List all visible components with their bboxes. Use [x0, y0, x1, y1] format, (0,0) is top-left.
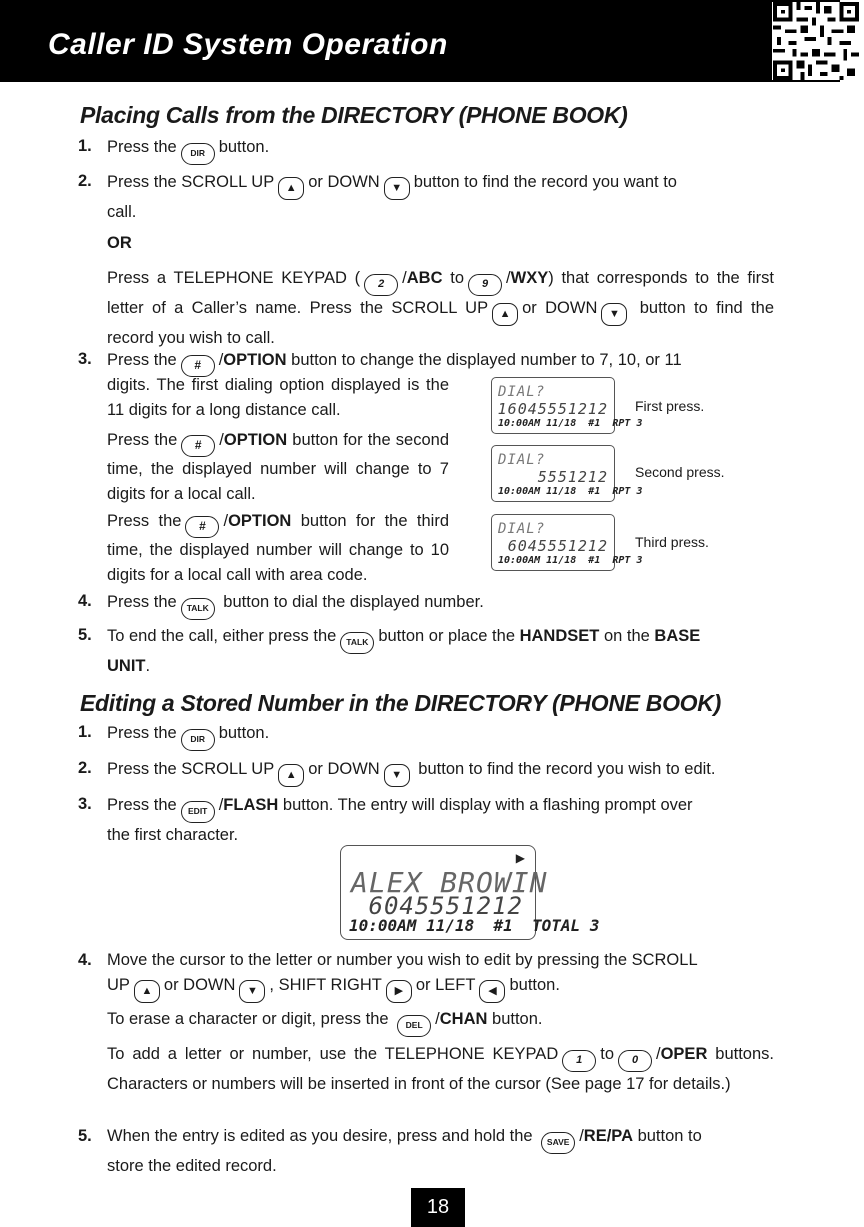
step-text-cont: digits. The first dialing option displayed is the 11 digits for a long distance call. [107, 376, 449, 419]
scroll-up-button[interactable] [492, 303, 518, 326]
edit-button[interactable]: EDIT [181, 801, 215, 823]
or-label: OR [107, 234, 132, 252]
shift-right-button[interactable] [386, 980, 412, 1003]
save-button[interactable]: SAVE [541, 1132, 575, 1154]
qr-code-icon [772, 2, 860, 80]
scroll-down-button[interactable] [239, 980, 265, 1003]
step-text: Press the SCROLL UP ▲ or DOWN ▼ button to find the record you wish to edit. [107, 757, 715, 787]
hash-button[interactable]: # [185, 516, 219, 538]
step-text: Move the cursor to the letter or number you wish to edit by pressing the SCROLL UP ▲ or DOWN ▼ , SHIFT RIGHT ▶ or LEFT ◀ button. [107, 948, 774, 1003]
scroll-up-button[interactable] [278, 764, 304, 787]
step-number: 5. [78, 626, 92, 644]
scroll-down-button[interactable] [384, 177, 410, 200]
step-text: Press the TALK button to dial the displayed number. [107, 590, 484, 620]
talk-button[interactable]: TALK [340, 632, 374, 654]
triangle-up-icon: ▲ [141, 985, 153, 997]
hash-button[interactable]: # [181, 435, 215, 457]
step-text: To end the call, either press the TALK button or place the HANDSET on the BASE UNIT. [107, 627, 701, 675]
triangle-left-icon: ◀ [488, 985, 497, 997]
step-number: 1. [78, 137, 92, 155]
page-title: Caller ID System Operation [48, 28, 448, 61]
scroll-up-button[interactable] [278, 177, 304, 200]
triangle-up-icon: ▲ [285, 769, 297, 781]
keypad-1-button[interactable]: 1 [562, 1050, 596, 1072]
scroll-up-button[interactable] [134, 980, 160, 1003]
step-number: 1. [78, 723, 92, 741]
triangle-up-icon: ▲ [285, 182, 297, 194]
step-number: 3. [78, 795, 92, 813]
scroll-down-button[interactable] [384, 764, 410, 787]
lcd-display-first: DIAL? 16045551212 10:00AM 11/18 #1 RPT 3 [491, 377, 615, 434]
step-text: Press the DIR button. [107, 721, 269, 751]
section-title-editing: Editing a Stored Number in the DIRECTORY (PHONE BOOK) [80, 690, 721, 716]
page-header [0, 0, 864, 82]
or-paragraph: Press a TELEPHONE KEYPAD ( 2 /ABC to 9 /WXY) that corresponds to the first letter of a Caller’s name. Press the SCROLL UP ▲ or DOWN ▼ button to find the record you wish to call. [107, 269, 774, 347]
lcd-display-second: DIAL? 5551212 10:00AM 11/18 #1 RPT 3 [491, 445, 615, 502]
dir-button[interactable]: DIR [181, 729, 215, 751]
triangle-up-icon: ▲ [499, 307, 511, 320]
step-number: 2. [78, 172, 92, 190]
step-text: Press the # /OPTION button to change the displayed number to 7, 10, or 11 [107, 348, 774, 377]
triangle-down-icon: ▼ [391, 182, 403, 194]
step-number: 5. [78, 1127, 92, 1145]
page-number: 18 [411, 1188, 465, 1227]
hash-button[interactable]: # [181, 355, 215, 377]
step-text: Press the EDIT /FLASH button. The entry will display with a flashing prompt over the first character. [107, 796, 693, 844]
step-text: Press the DIR button. [107, 135, 269, 165]
scroll-down-button[interactable] [601, 303, 627, 326]
triangle-down-icon: ▼ [391, 769, 403, 781]
triangle-down-icon: ▼ [608, 307, 620, 320]
step-text: When the entry is edited as you desire, press and hold the SAVE /RE/PA button to store the edited record. [107, 1127, 702, 1175]
keypad-9-button[interactable]: 9 [468, 274, 502, 296]
keypad-0-button[interactable]: 0 [618, 1050, 652, 1072]
talk-button[interactable]: TALK [181, 598, 215, 620]
step-number: 2. [78, 759, 92, 777]
lcd-display-third: DIAL? 6045551212 10:00AM 11/18 #1 RPT 3 [491, 514, 615, 571]
second-press-text: Press the # /OPTION button for the second time, the displayed number will change to 7 digits for a local call. [107, 431, 449, 503]
third-press-text: Press the # /OPTION button for the third time, the displayed number will change to 10 digits for a local call with area code. [107, 512, 449, 584]
first-press-label: First press. [635, 398, 705, 414]
del-button[interactable]: DEL [397, 1015, 431, 1037]
step-number: 4. [78, 951, 92, 969]
add-paragraph: To add a letter or number, use the TELEPHONE KEYPAD 1 to 0 /OPER buttons. Characters or numbers will be inserted in front of the cursor (See page 17 for details.) [107, 1045, 774, 1093]
triangle-right-icon: ▶ [394, 985, 404, 997]
keypad-2-button[interactable]: 2 [364, 274, 398, 296]
lcd-display-edit: ▶ ALEX BROWIN 6045551212 10:00AM 11/18 #1 TOTAL 3 [340, 845, 536, 940]
dir-button[interactable]: DIR [181, 143, 215, 165]
step-number: 4. [78, 592, 92, 610]
triangle-right-icon: ▶ [515, 851, 525, 865]
triangle-down-icon: ▼ [246, 985, 258, 997]
second-press-label: Second press. [635, 464, 725, 480]
step-text: Press the SCROLL UP ▲ or DOWN ▼ button to find the record you want to call. [107, 173, 677, 221]
section-title-placing-calls: Placing Calls from the DIRECTORY (PHONE BOOK) [80, 102, 628, 128]
third-press-label: Third press. [635, 534, 709, 550]
erase-paragraph: To erase a character or digit, press the DEL /CHAN button. [107, 1007, 542, 1037]
shift-left-button[interactable] [479, 980, 505, 1003]
step-number: 3. [78, 350, 92, 368]
